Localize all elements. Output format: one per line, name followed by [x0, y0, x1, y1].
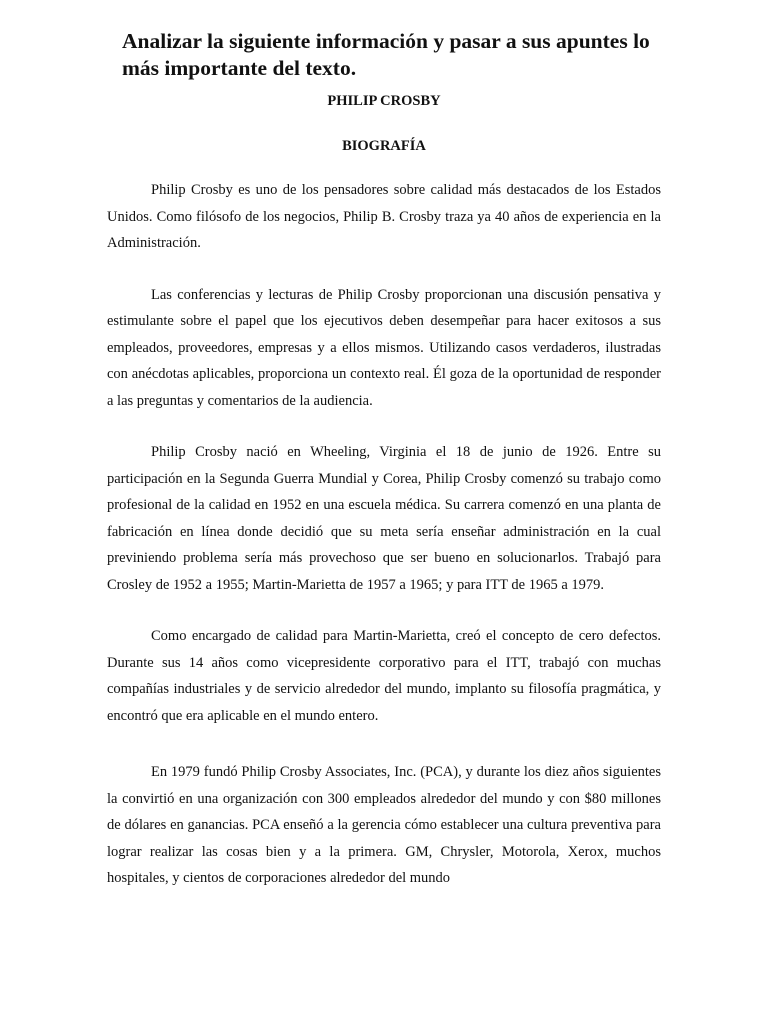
- paragraph-early-career: Philip Crosby nació en Wheeling, Virginia el 18 de junio de 1926. Entre su participación en la Segunda Guerra Mundial y Corea, Philip Crosby comenzó su trabajo como profesional de la calidad en 1952 en una escuela médica. Su carrera comenzó en una planta de fabricación en línea donde decidió que su meta sería enseñar administración en la cual previniendo problema sería más provechoso que ser bueno en solucionarlos. Trabajó para Crosley de 1952 a 1955; Martin-Marietta de 1957 a 1965; y para ITT de 1965 a 1979.: [107, 444, 661, 593]
- section-heading: BIOGRAFÍA: [342, 138, 426, 154]
- assignment-instruction: Analizar la siguiente información y pasar a sus apuntes lo más importante del texto.: [122, 29, 650, 80]
- biography-body: [107, 177, 661, 892]
- paragraph-martin-marietta: Como encargado de calidad para Martin-Marietta, creó el concepto de cero defectos. Durante sus 14 años como vicepresidente corporativo para el ITT, trabajó con muchas compañías industriales y de servicio alrededor del mundo, implanto su filosofía pragmática, y encontró que era aplicable en el mundo entero.: [107, 628, 661, 724]
- paragraph-intro: Philip Crosby es uno de los pensadores sobre calidad más destacados de los Estados Unidos. Como filósofo de los negocios, Philip B. Crosby traza ya 40 años de experiencia en la Administración.: [107, 182, 661, 251]
- paragraph-pca: En 1979 fundó Philip Crosby Associates, Inc. (PCA), y durante los diez años siguientes la convirtió en una organización con 300 empleados alrededor del mundo y con $80 millones de dólares en ganancias. PCA enseñó a la gerencia cómo establecer una cultura preventiva para lograr realizar las cosas bien y a la primera. GM, Chrysler, Motorola, Xerox, muchos hospitales, y cientos de corporaciones alrededor del mundo: [107, 764, 661, 886]
- document-title: PHILIP CROSBY: [327, 93, 441, 109]
- paragraph-conferences: Las conferencias y lecturas de Philip Crosby proporcionan una discusión pensativa y estimulante sobre el papel que los ejecutivos deben desempeñar para hacer exitosos a sus empleados, proveedores, empresas y a ellos mismos. Utilizando casos verdaderos, ilustradas con anécdotas aplicables, proporciona un contexto real. Él goza de la oportunidad de responder a las preguntas y comentarios de la audiencia.: [107, 286, 661, 409]
